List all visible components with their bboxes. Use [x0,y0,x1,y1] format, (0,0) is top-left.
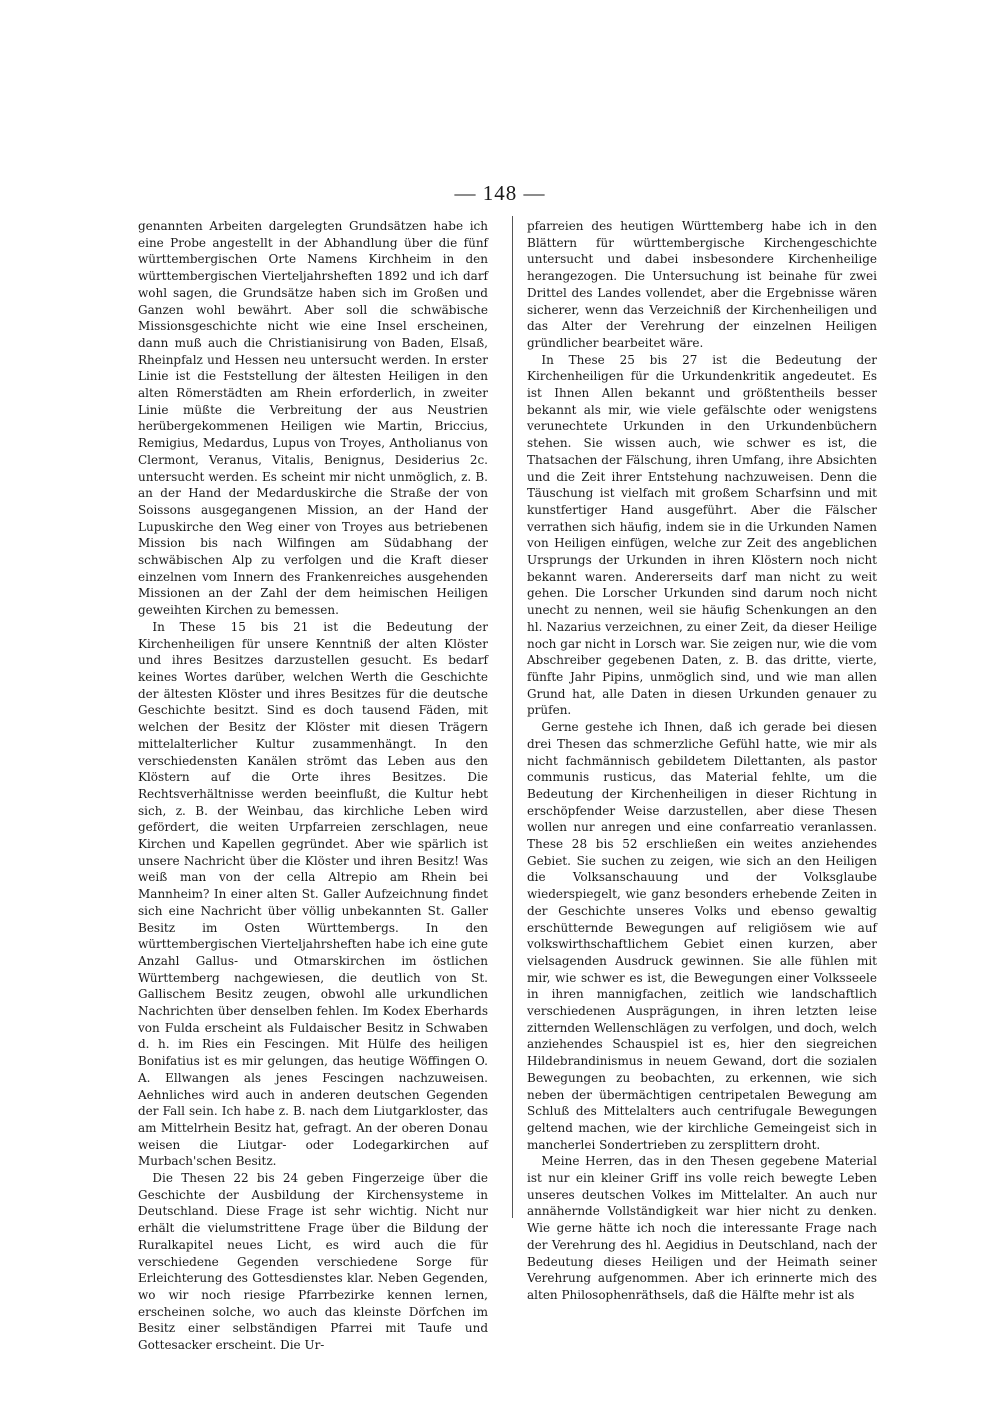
left-paragraph-2: In These 15 bis 21 ist die Bedeutung der Kirchenheiligen für unsere Kenntniß der alten Klöster und ihres Besitzes darzustellen gesucht. Es bedarf keines Wortes darüber, welchen Werth die Geschichte der ältesten Klöster und ihres Besitzes für die deutsche Geschichte besitzt. Sind es doch tausend Fäden, mit welchen der Besitz der Klöster mit diesen Trägern mittelalterlicher Kultur zusammenhängt. In den verschiedensten Kanälen strömt das Leben aus den Klöstern auf die Orte ihres Besitzes. Die Rechtsverhältnisse werden beeinflußt, die Kultur hebt sich, z. B. der Weinbau, das kirchliche Leben wird gefördert, die weiten Urpfarreien zerschlagen, neue Kirchen und Kapellen gegründet. Aber wie spärlich ist unsere Nachricht über die Klöster und ihren Besitz! Was weiß man von der cella Altrepio am Rhein bei Mannheim? In einer alten St. Galler Aufzeichnung findet sich eine Nachricht über völlig unbekannten St. Galler Besitz im Osten Württembergs. In den württembergischen Vierteljahrsheften habe ich eine gute Anzahl Gallus- und Otmarskirchen im östlichen Württemberg nachgewiesen, die deutlich von St. Gallischem Besitz zeugen, obwohl alle urkundlichen Nachrichten über denselben fehlen. Im Kodex Eberhards von Fulda erscheint als Fuldaischer Besitz in Schwaben d. h. im Ries ein Fescingen. Mit Hülfe des heiligen Bonifatius ist es mir gelungen, das heutige Wöffingen O. A. Ellwangen als jenes Fescingen nachzuweisen. Aehnliches wird auch in anderen deutschen Gegenden der Fall sein. Ich habe z. B. nach dem Liutgarkloster, das am Mittelrhein Besitz hat, gefragt. An der oberen Donau weisen die Liutgar- oder Lodegarkirchen auf Murbach'schen Besitz. [138,619,488,1169]
left-paragraph-1: genannten Arbeiten dargelegten Grundsätzen habe ich eine Probe angestellt in der Abhandlung über die fünf württembergischen Orte Namens Kirchheim in den württembergischen Vierteljahrsheften 1892 und ich darf wohl sagen, die Grundsätze haben sich im Großen und Ganzen wohl bewährt. Aber soll die schwäbische Missionsgeschichte nicht wie eine Insel erscheinen, dann muß auch die Christianisirung von Baden, Elsaß, Rheinpfalz und Hessen neu untersucht werden. In erster Linie ist die Feststellung der ältesten Heiligen in den alten Römerstädten am Rhein erforderlich, in zweiter Linie müßte die Verbreitung der aus Neustrien herübergekommenen Heiligen wie Martin, Briccius, Remigius, Medardus, Lupus von Troyes, Antholianus von Clermont, Veranus, Vitalis, Benignus, Desiderius 2c. untersucht werden. Es scheint mir nicht unmöglich, z. B. an der Hand der Medarduskirche die Straße der von Soissons ausgegangenen Mission, an der Hand der Lupuskirche den Weg einer von Troyes aus betriebenen Mission bis nach Wilfingen am Südabhang der schwäbischen Alp zu verfolgen und die Kraft dieser einzelnen vom Innern des Frankenreiches ausgehenden Missionen an der Zahl der dem heimischen Heiligen geweihten Kirchen zu bemessen. [138,219,488,618]
left-paragraph-3: Die Thesen 22 bis 24 geben Fingerzeige über die Geschichte der Ausbildung der Kirchensysteme in Deutschland. Diese Frage ist sehr wichtig. Nicht nur erhält die vielumstrittene Frage über die Bildung der Ruralkapitel neues Licht, es wird auch die für verschiedene Gegenden verschiedene Sorge für Erleichterung des Gottesdienstes klar. Neben Gegenden, wo wir noch riesige Pfarrbezirke kennen lernen, erscheinen solche, wo auch das kleinste Dörfchen im Besitz einer selbständigen Pfarrei mit Taufe und Gottesacker erscheint. Die Ur- [138,1171,488,1353]
right-paragraph-1: pfarreien des heutigen Württemberg habe ich in den Blättern für württembergische Kirchengeschichte untersucht und dabei insbesondere Kirchenheilige herangezogen. Die Untersuchung ist beinahe für zwei Drittel des Landes vollendet, aber die Ergebnisse wären sicherer, wenn das Verzeichniß der Kirchenheiligen und das Alter der Verehrung der einzelnen Heiligen gründlicher bearbeitet wäre. [527,219,877,350]
page-number: — 148 — [454,181,546,205]
right-paragraph-4: Meine Herren, das in den Thesen gegebene Material ist nur ein kleiner Griff ins volle reich bewegte Leben unseres deutschen Volkes im Mittelalter. An auch nur annähernde Vollständigkeit war hier nicht zu denken. Wie gerne hätte ich noch die interessante Frage nach der Verehrung des hl. Aegidius in Deutschland, nach der Bedeutung dieses Heiligen und der Heimath seiner Verehrung aufgenommen. Aber ich erinnerte mich des alten Philosophenräthsels, daß die Hälfte mehr ist als [527,1154,877,1302]
column-divider [512,216,513,1218]
right-paragraph-3: Gerne gestehe ich Ihnen, daß ich gerade bei diesen drei Thesen das schmerzliche Gefühl hatte, wie mir als nicht fachmännisch gebildetem Dilettanten, als pastor communis rusticus, das Material fehlte, um die Bedeutung der Kirchenheiligen in dieser Richtung in erschöpfender Weise darzustellen, aber diese Thesen wollen nur anregen und eine confarreatio veranlassen. These 28 bis 52 erschließen ein weites anziehendes Gebiet. Sie suchen zu zeigen, wie sich an den Heiligen die Volksanschauung und der Volksglaube wiederspiegelt, wie ganz besonders erhebende Zeiten in der Geschichte unseres Volks und ebenso gewaltig erschütternde Bewegungen auf religiösem wie auf volkswirthschaftlichem Gebiet einen kurzen, aber vielsagenden Ausdruck gewinnen. Sie alle fühlen mit mir, wie schwer es ist, die Bewegungen einer Volksseele in ihren mannigfachen, zeitlich wie landschaftlich verschiedenen Ausprägungen, in ihren letzten leise zitternden Wellenschlägen zu verfolgen, und doch, welch anziehendes Schauspiel ist es, hier den siegreichen Hildebrandinismus in neuem Gewand, dort die sozialen Bewegungen zu beobachten, zu erkennen, wie sich neben der übermächtigen centripetalen Bewegung am Schluß des Mittelalters auch centrifugale Bewegungen geltend machen, wie der kirchliche Gemeingeist sich in mancherlei Sondertrieben zu zersplittern droht. [527,720,877,1152]
left-column [138,218,488,1354]
right-column [527,218,877,1304]
right-paragraph-2: In These 25 bis 27 ist die Bedeutung der Kirchenheiligen für die Urkundenkritik angedeutet. Es ist Ihnen Allen bekannt und größtentheils besser bekannt als mir, wie viele gefälschte oder wenigstens verunechtete Urkunden in den Urkundenbüchern stehen. Sie wissen auch, wie schwer es ist, die Thatsachen der Fälschung, ihren Umfang, ihre Absichten und die Zeit ihrer Entstehung nachzuweisen. Denn die Täuschung ist vielfach mit großem Scharfsinn und mit kunstfertiger Hand ausgeführt. Aber die Fälscher verrathen sich häufig, indem sie in die Urkunden Namen von Heiligen einfügen, welche zur Zeit des angeblichen Ursprungs der Urkunden in ihren Klöstern noch nicht bekannt waren. Andererseits darf man nicht zu weit gehen. Die Lorscher Urkunden sind darum noch nicht unecht zu nennen, weil sie häufig Schenkungen an den hl. Nazarius verzeichnen, zu einer Zeit, da dieser Heilige noch gar nicht in Lorsch war. Sie zeigen nur, wie die vom Abschreiber gegebenen Daten, z. B. das dritte, vierte, fünfte Jahr Pipins, unmöglich sind, und wie man allen Grund hat, alle Daten in diesen Urkunden genauer zu prüfen. [527,352,877,718]
